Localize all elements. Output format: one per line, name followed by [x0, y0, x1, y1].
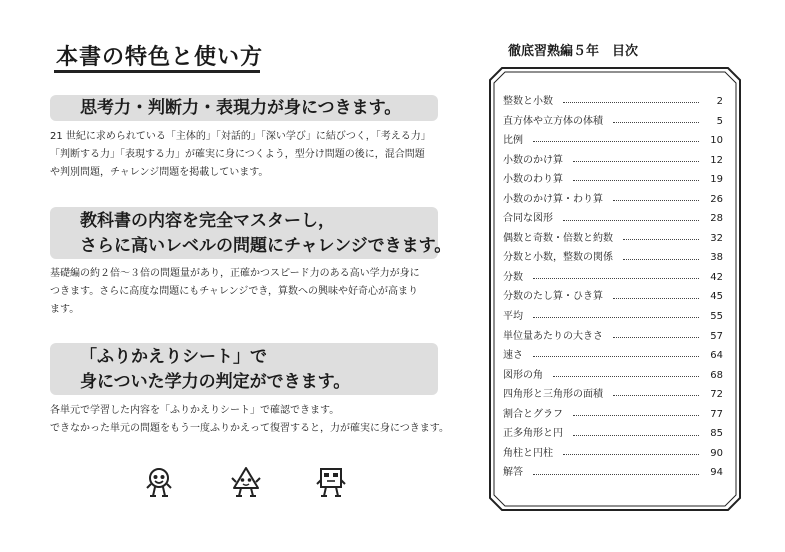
toc-item[interactable]	[503, 327, 723, 347]
feature-body-2-line-3: ます。	[50, 304, 80, 315]
toc-item-leader-dots	[533, 356, 699, 357]
feature-body-3-line-1: 各単元で学習した内容を「ふりかえりシート」で確認できます。	[50, 405, 340, 416]
toc-item-page: 32	[710, 232, 723, 244]
toc-item-leader-dots	[623, 259, 699, 260]
toc-item[interactable]	[503, 248, 723, 268]
toc-item[interactable]	[503, 170, 723, 190]
toc-item-label: 整数と小数	[503, 96, 553, 107]
feature-heading-1	[50, 95, 438, 121]
triangle-mascot-icon	[230, 466, 262, 498]
toc-item[interactable]	[503, 131, 723, 151]
toc-item-leader-dots	[623, 239, 699, 240]
toc-item[interactable]	[503, 463, 723, 483]
toc-item-label: 分数	[503, 271, 523, 283]
toc-item-label: 速さ	[503, 350, 523, 362]
toc-item-label: 平均	[503, 311, 523, 323]
toc-item-leader-dots	[573, 435, 699, 436]
toc-item-leader-dots	[573, 161, 699, 162]
page-title: 本書の特色と使い方	[56, 45, 264, 70]
toc-item-leader-dots	[563, 454, 699, 455]
square-mascot-icon	[315, 466, 347, 498]
toc-item-leader-dots	[613, 200, 699, 201]
circle-mascot-icon	[143, 466, 175, 498]
toc-list	[503, 92, 723, 483]
toc-item-label: 小数のかけ算・わり算	[503, 193, 603, 205]
toc-item-page: 10	[710, 135, 723, 147]
toc-item-page: 94	[710, 467, 723, 479]
toc-item-page: 90	[710, 447, 723, 459]
toc-item-page: 42	[710, 271, 723, 283]
toc-item-page: 85	[710, 428, 723, 440]
toc-item-leader-dots	[533, 141, 699, 142]
toc-item[interactable]	[503, 366, 723, 386]
toc-item-label: 偶数と奇数・倍数と約数	[503, 232, 613, 244]
toc-item-leader-dots	[533, 317, 699, 318]
feature-heading-2-line-2: さらに高いレベルの問題にチャレンジできます。	[80, 236, 452, 256]
toc-item-page: 57	[710, 330, 723, 342]
feature-heading-3-line-2: 身についた学力の判定ができます。	[80, 372, 351, 392]
toc-item[interactable]	[503, 287, 723, 307]
toc-item[interactable]	[503, 112, 723, 132]
toc-item-page: 5	[716, 115, 723, 127]
feature-body-1-line-1: 21 世紀に求められている「主体的」「対話的」「深い学び」に結びつく，「考える力」	[50, 131, 431, 142]
toc-item-label: 小数のわり算	[503, 174, 563, 186]
feature-body-2	[50, 265, 450, 319]
toc-item[interactable]	[503, 229, 723, 249]
toc-item-page: 64	[710, 350, 723, 362]
toc-title: 徹底習熟編５年 目次	[508, 44, 639, 59]
toc-item-page: 2	[716, 96, 723, 107]
toc-item-label: 正多角形と円	[503, 428, 563, 440]
feature-body-3	[50, 402, 450, 438]
toc-item[interactable]	[503, 209, 723, 229]
toc-item-label: 解答	[503, 467, 523, 479]
toc-item-page: 45	[710, 291, 723, 303]
toc-item-leader-dots	[563, 220, 699, 221]
toc-item[interactable]	[503, 424, 723, 444]
toc-item-leader-dots	[613, 395, 699, 396]
toc-item-page: 19	[710, 174, 723, 186]
toc-item[interactable]	[503, 151, 723, 171]
toc-item[interactable]	[503, 190, 723, 210]
toc-item[interactable]	[503, 405, 723, 425]
toc-item-leader-dots	[533, 474, 699, 475]
toc-item-label: 直方体や立方体の体積	[503, 115, 603, 127]
feature-body-2-line-2: つきます。さらに高度な問題にもチャレンジでき，算数への興味や好奇心が高まり	[50, 286, 418, 297]
toc-item-label: 分数のたし算・ひき算	[503, 291, 603, 303]
toc-item-label: 単位量あたりの大きさ	[503, 330, 603, 342]
feature-heading-3	[50, 343, 438, 395]
toc-item-label: 図形の角	[503, 369, 543, 381]
toc-item-page: 26	[710, 193, 723, 205]
feature-body-1-line-2: 「判断する力」「表現する力」が確実に身につくよう，型分け問題の後に，混合問題	[50, 149, 425, 160]
toc-item-leader-dots	[553, 376, 699, 377]
feature-heading-2-line-1: 教科書の内容を完全マスターし，	[80, 211, 335, 231]
toc-item-leader-dots	[613, 298, 699, 299]
feature-heading-1-line-1: 思考力・判断力・表現力が身につきます。	[80, 98, 402, 118]
toc-item-page: 68	[710, 369, 723, 381]
feature-body-1-line-3: や判別問題，チャレンジ問題を掲載しています。	[50, 167, 269, 178]
toc-item-label: 比例	[503, 135, 523, 147]
toc-item-label: 割合とグラフ	[503, 408, 563, 420]
toc-item[interactable]	[503, 385, 723, 405]
toc-item[interactable]	[503, 307, 723, 327]
feature-body-3-line-2: できなかった単元の問題をもう一度ふりかえって復習すると，力が確実に身につきます。	[50, 423, 449, 434]
toc-item-label: 小数のかけ算	[503, 154, 563, 166]
feature-heading-2	[50, 207, 452, 259]
toc-item-page: 28	[710, 213, 723, 225]
title-underline	[54, 70, 260, 73]
toc-item-leader-dots	[573, 180, 699, 181]
feature-body-1	[50, 128, 450, 182]
toc-item-page: 72	[710, 389, 723, 401]
toc-item-leader-dots	[613, 122, 699, 123]
toc-item[interactable]	[503, 346, 723, 366]
toc-item-page: 38	[710, 252, 723, 264]
feature-heading-3-line-1: 「ふりかえりシート」で	[80, 347, 267, 367]
toc-item-label: 分数と小数，整数の関係	[503, 252, 613, 264]
toc-item-label: 四角形と三角形の面積	[503, 389, 603, 401]
toc-item-leader-dots	[533, 278, 699, 279]
toc-item-leader-dots	[613, 337, 699, 338]
toc-item-page: 77	[710, 408, 723, 420]
toc-item[interactable]	[503, 268, 723, 288]
toc-item[interactable]	[503, 444, 723, 464]
toc-item-leader-dots	[573, 415, 699, 416]
toc-item-page: 55	[710, 311, 723, 323]
feature-body-2-line-1: 基礎編の約２倍～３倍の問題量があり，正確かつスピード力のある高い学力が身に	[50, 268, 420, 279]
toc-item-page: 12	[710, 154, 723, 166]
toc-item-label: 角柱と円柱	[503, 447, 553, 459]
toc-item-label: 合同な図形	[503, 213, 553, 225]
toc-item-leader-dots	[563, 102, 699, 103]
toc-item[interactable]	[503, 92, 723, 112]
